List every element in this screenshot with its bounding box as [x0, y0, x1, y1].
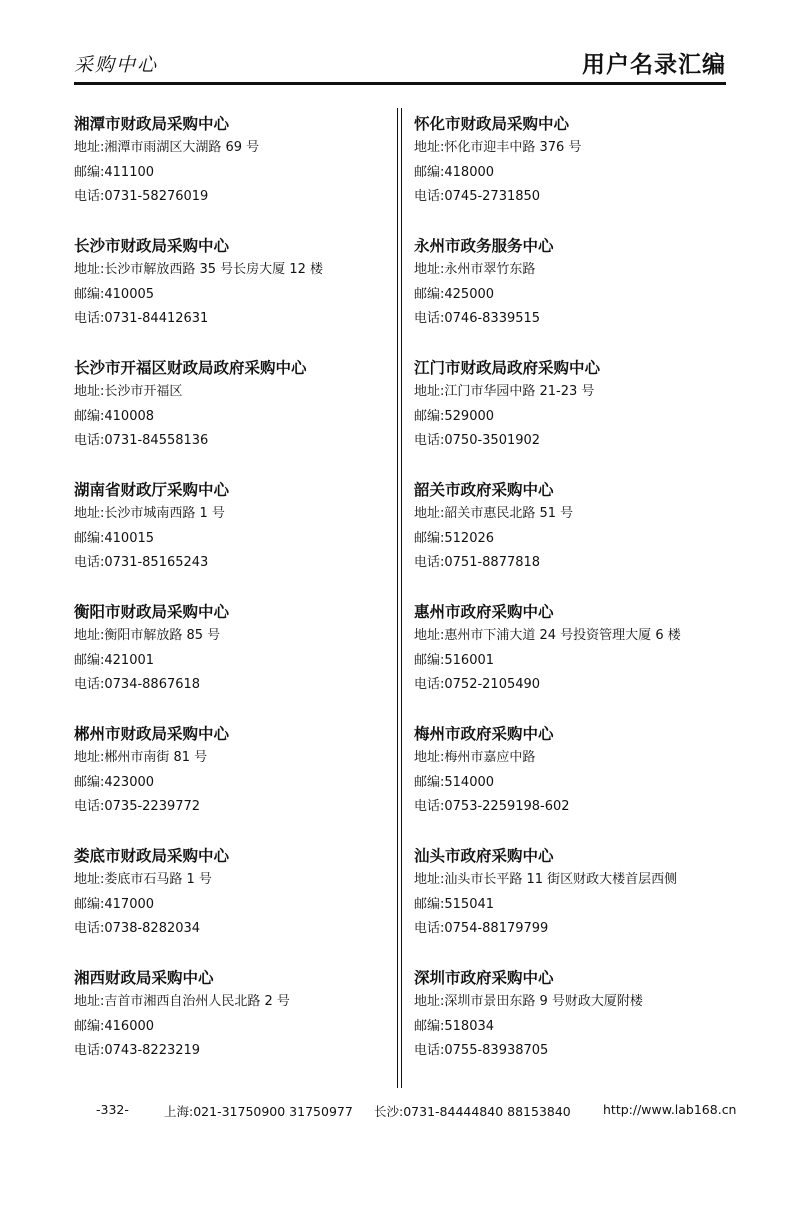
entry-name: 江门市财政局政府采购中心	[414, 359, 601, 377]
directory-entry	[74, 600, 390, 722]
entry-phone: 电话:0751-8877818	[414, 555, 541, 570]
entry-name: 惠州市政府采购中心	[414, 603, 554, 621]
entry-phone: 电话:0752-2105490	[414, 677, 541, 692]
entry-address: 地址:衡阳市解放路 85 号	[74, 628, 221, 643]
directory-entry	[414, 112, 744, 234]
entry-name: 韶关市政府采购中心	[414, 481, 554, 499]
entry-address: 地址:深圳市景田东路 9 号财政大厦附楼	[414, 994, 643, 1009]
entry-address: 地址:永州市翠竹东路	[414, 262, 536, 277]
header-rule	[74, 82, 726, 85]
entry-postcode: 邮编:423000	[74, 774, 155, 790]
page-header	[74, 42, 726, 84]
directory-entry	[74, 112, 390, 234]
entry-name: 梅州市政府采购中心	[414, 725, 554, 743]
entry-postcode: 邮编:516001	[414, 652, 495, 668]
entry-address: 地址:惠州市下浦大道 24 号投资管理大厦 6 楼	[414, 628, 681, 643]
entry-address: 地址:郴州市南街 81 号	[74, 750, 208, 765]
entry-name: 湖南省财政厅采购中心	[74, 481, 230, 499]
entry-name: 长沙市开福区财政局政府采购中心	[74, 359, 307, 377]
entry-address: 地址:江门市华园中路 21-23 号	[414, 384, 595, 399]
entry-name: 娄底市财政局采购中心	[74, 847, 230, 865]
directory-entry	[74, 234, 390, 356]
entry-address: 地址:怀化市迎丰中路 376 号	[414, 140, 582, 155]
entry-phone: 电话:0731-85165243	[74, 555, 209, 570]
entry-phone: 电话:0755-83938705	[414, 1043, 549, 1058]
entry-address: 地址:娄底市石马路 1 号	[74, 872, 212, 887]
entry-name: 深圳市政府采购中心	[414, 969, 554, 987]
page-number: -332-	[96, 1102, 129, 1117]
entry-name: 永州市政务服务中心	[414, 237, 554, 255]
entry-address: 地址:长沙市开福区	[74, 384, 183, 399]
directory-entry	[414, 844, 744, 966]
directory-entry	[74, 966, 390, 1088]
entry-postcode: 邮编:410015	[74, 530, 155, 546]
page-title: 用户名录汇编	[582, 52, 726, 78]
left-column	[74, 112, 390, 1088]
entry-postcode: 邮编:515041	[414, 896, 495, 912]
entry-postcode: 邮编:417000	[74, 896, 155, 912]
entry-phone: 电话:0731-84558136	[74, 433, 209, 448]
section-title: 采购中心	[74, 54, 159, 76]
entry-postcode: 邮编:514000	[414, 774, 495, 790]
entry-name: 长沙市财政局采购中心	[74, 237, 230, 255]
entry-postcode: 邮编:529000	[414, 408, 495, 424]
entry-name: 湘潭市财政局采购中心	[74, 115, 230, 133]
entry-address: 地址:湘潭市雨湖区大湖路 69 号	[74, 140, 260, 155]
entry-phone: 电话:0734-8867618	[74, 677, 201, 692]
entry-address: 地址:长沙市城南西路 1 号	[74, 506, 225, 521]
entry-postcode: 邮编:416000	[74, 1018, 155, 1034]
entry-name: 湘西财政局采购中心	[74, 969, 214, 987]
entry-name: 汕头市政府采购中心	[414, 847, 554, 865]
entry-address: 地址:吉首市湘西自治州人民北路 2 号	[74, 994, 290, 1009]
footer-website-link[interactable]: http://www.lab168.cn	[603, 1102, 737, 1117]
entry-phone: 电话:0731-84412631	[74, 311, 209, 326]
entry-postcode: 邮编:425000	[414, 286, 495, 302]
column-divider	[397, 108, 402, 1088]
entry-postcode: 邮编:518034	[414, 1018, 495, 1034]
entry-phone: 电话:0731-58276019	[74, 189, 209, 204]
entry-name: 衡阳市财政局采购中心	[74, 603, 230, 621]
entry-postcode: 邮编:512026	[414, 530, 495, 546]
entry-postcode: 邮编:411100	[74, 164, 155, 180]
entry-phone: 电话:0745-2731850	[414, 189, 541, 204]
entry-phone: 电话:0754-88179799	[414, 921, 549, 936]
footer-changsha-phone: 长沙:0731-84444840 88153840	[374, 1104, 571, 1119]
directory-entry	[74, 844, 390, 966]
entry-phone: 电话:0750-3501902	[414, 433, 541, 448]
entry-postcode: 邮编:421001	[74, 652, 155, 668]
entry-address: 地址:梅州市嘉应中路	[414, 750, 536, 765]
entry-postcode: 邮编:418000	[414, 164, 495, 180]
entry-postcode: 邮编:410008	[74, 408, 155, 424]
directory-entry	[414, 966, 744, 1088]
directory-entry	[74, 478, 390, 600]
entry-phone: 电话:0738-8282034	[74, 921, 201, 936]
entry-address: 地址:长沙市解放西路 35 号长房大厦 12 楼	[74, 262, 323, 277]
directory-entry	[74, 722, 390, 844]
entry-postcode: 邮编:410005	[74, 286, 155, 302]
page-footer	[96, 1102, 760, 1122]
directory-entry	[414, 356, 744, 478]
entry-phone: 电话:0746-8339515	[414, 311, 541, 326]
entry-name: 郴州市财政局采购中心	[74, 725, 230, 743]
entry-name: 怀化市财政局采购中心	[414, 115, 570, 133]
right-column	[414, 112, 744, 1088]
directory-entry	[414, 722, 744, 844]
directory-entry	[414, 478, 744, 600]
entry-address: 地址:汕头市长平路 11 街区财政大楼首层西侧	[414, 872, 678, 887]
directory-entry	[414, 600, 744, 722]
entry-address: 地址:韶关市惠民北路 51 号	[414, 506, 574, 521]
entry-phone: 电话:0753-2259198-602	[414, 799, 570, 814]
entry-phone: 电话:0735-2239772	[74, 799, 201, 814]
footer-shanghai-phone: 上海:021-31750900 31750977	[164, 1104, 353, 1119]
directory-entry	[414, 234, 744, 356]
entry-phone: 电话:0743-8223219	[74, 1043, 201, 1058]
directory-entry	[74, 356, 390, 478]
